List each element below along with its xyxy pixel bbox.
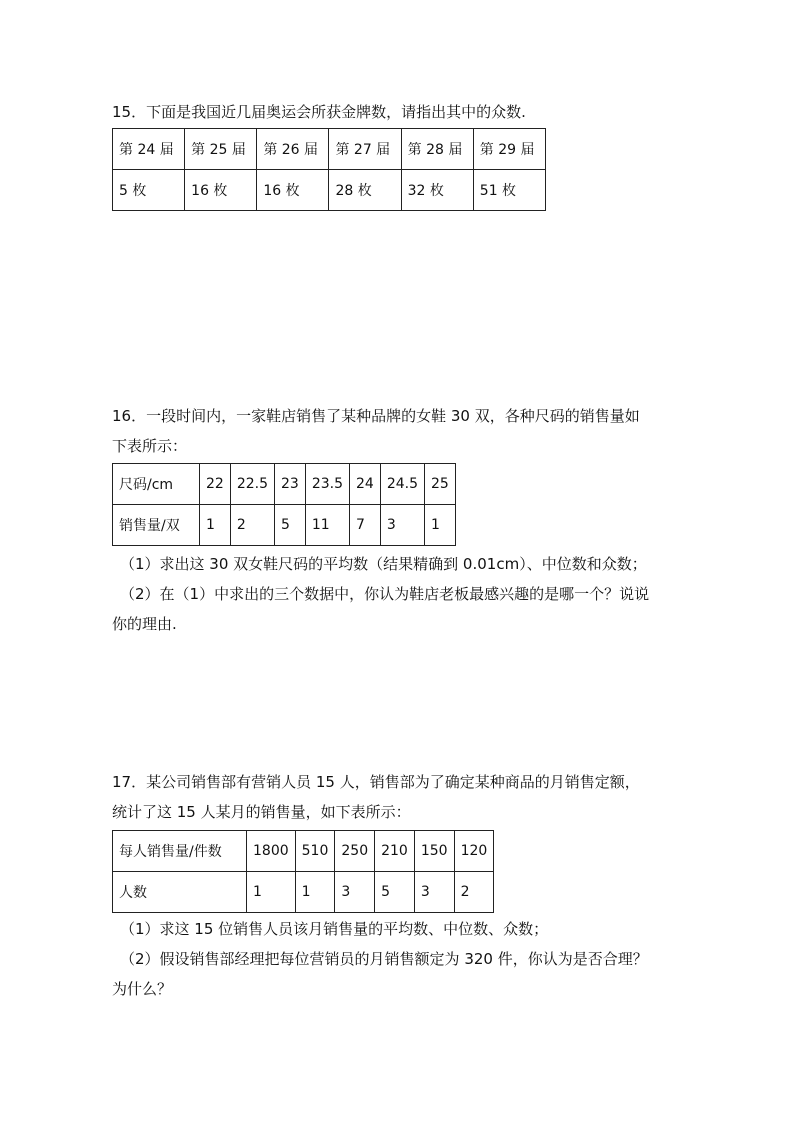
table-cell: 3 <box>414 872 454 913</box>
table-cell: 7 <box>350 505 381 546</box>
table-cell: 3 <box>335 872 375 913</box>
table-cell: 120 <box>454 831 494 872</box>
table-cell: 第 27 届 <box>329 129 401 170</box>
table-row <box>113 129 546 170</box>
question-16-sub-3: 你的理由. <box>112 615 177 633</box>
table-cell: 51 枚 <box>473 170 545 211</box>
table-cell: 第 24 届 <box>113 129 185 170</box>
question-15-text: 15．下面是我国近几届奥运会所获金牌数，请指出其中的众数. <box>112 103 526 121</box>
table-cell: 23 <box>275 464 306 505</box>
question-17-sub-2: （2）假设销售部经理把每位营销员的月销售额定为 320 件，你认为是否合理？ <box>120 950 648 968</box>
table-cell: 5 <box>275 505 306 546</box>
table-row <box>113 872 494 913</box>
table-cell: 5 <box>375 872 415 913</box>
q15-table <box>112 128 546 211</box>
question-17 <box>112 768 682 1003</box>
table-cell: 第 25 届 <box>185 129 257 170</box>
table-cell: 28 枚 <box>329 170 401 211</box>
question-16-line-1: 16．一段时间内，一家鞋店销售了某种品牌的女鞋 30 双，各种尺码的销售量如 <box>112 407 640 425</box>
table-cell: 尺码/cm <box>113 464 200 505</box>
table-cell: 第 26 届 <box>257 129 329 170</box>
table-cell: 1 <box>200 505 231 546</box>
table-row <box>113 505 456 546</box>
table-cell: 24 <box>350 464 381 505</box>
table-cell: 3 <box>380 505 424 546</box>
table-cell: 2 <box>230 505 274 546</box>
table-cell: 第 28 届 <box>401 129 473 170</box>
table-cell: 2 <box>454 872 494 913</box>
table-cell: 11 <box>305 505 349 546</box>
table-row <box>113 831 494 872</box>
question-17-line-1: 17．某公司销售部有营销人员 15 人，销售部为了确定某种商品的月销售定额， <box>112 773 640 791</box>
table-cell: 5 枚 <box>113 170 185 211</box>
table-cell: 销售量/双 <box>113 505 200 546</box>
table-cell: 人数 <box>113 872 247 913</box>
table-cell: 1 <box>247 872 296 913</box>
question-16-sub-1: （1）求出这 30 双女鞋尺码的平均数（结果精确到 0.01cm）、中位数和众数； <box>120 555 647 573</box>
question-17-sub-1: （1）求这 15 位销售人员该月销售量的平均数、中位数、众数； <box>120 920 549 938</box>
q16-table <box>112 463 456 546</box>
table-cell: 510 <box>295 831 335 872</box>
table-cell: 23.5 <box>305 464 349 505</box>
question-16-line-2: 下表所示： <box>112 437 188 455</box>
table-cell: 25 <box>425 464 456 505</box>
table-cell: 210 <box>375 831 415 872</box>
table-cell: 16 枚 <box>185 170 257 211</box>
question-16-sub-2: （2）在（1）中求出的三个数据中，你认为鞋店老板最感兴趣的是哪一个？说说 <box>120 585 650 603</box>
table-cell: 1 <box>425 505 456 546</box>
question-17-sub-3: 为什么？ <box>112 980 173 998</box>
q17-table <box>112 830 494 913</box>
table-row <box>113 464 456 505</box>
table-cell: 第 29 届 <box>473 129 545 170</box>
table-cell: 150 <box>414 831 454 872</box>
table-row <box>113 170 546 211</box>
table-cell: 24.5 <box>380 464 424 505</box>
table-cell: 1 <box>295 872 335 913</box>
table-cell: 250 <box>335 831 375 872</box>
question-15 <box>112 98 682 211</box>
table-cell: 22 <box>200 464 231 505</box>
question-16 <box>112 402 682 638</box>
question-17-line-2: 统计了这 15 人某月的销售量，如下表所示： <box>112 803 411 821</box>
table-cell: 16 枚 <box>257 170 329 211</box>
table-cell: 每人销售量/件数 <box>113 831 247 872</box>
table-cell: 32 枚 <box>401 170 473 211</box>
table-cell: 22.5 <box>230 464 274 505</box>
table-cell: 1800 <box>247 831 296 872</box>
